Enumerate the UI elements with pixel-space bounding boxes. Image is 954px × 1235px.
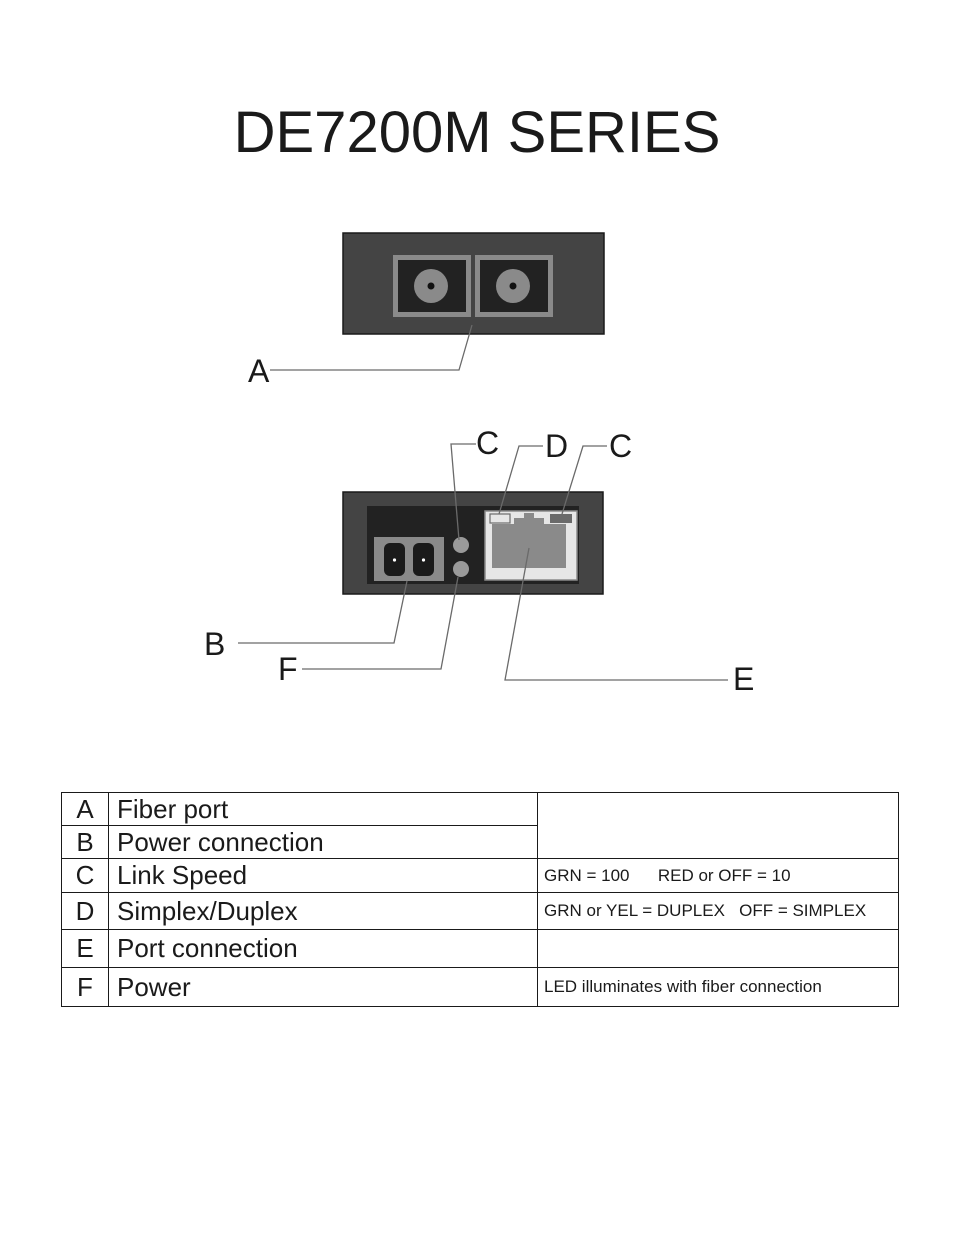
rj45-socket-tab [524, 513, 534, 519]
legend-desc: LED illuminates with fiber connection [538, 968, 899, 1007]
legend-label: Simplex/Duplex [109, 893, 538, 930]
page-title: DE7200M SERIES [233, 100, 721, 165]
power-pin-left-dot [393, 558, 396, 561]
power-led [453, 561, 469, 577]
legend-label: Power connection [109, 826, 538, 859]
fiber-port-left-core [428, 283, 435, 290]
fiber-port-right-core [510, 283, 517, 290]
callout-a: A [248, 353, 270, 389]
front-panel [343, 233, 604, 334]
front-panel-body [343, 233, 604, 334]
legend-row-f [62, 968, 899, 1007]
legend-row-a [62, 793, 899, 826]
legend-label: Port connection [109, 930, 538, 968]
legend-key: A [62, 793, 109, 826]
legend-label: Link Speed [109, 859, 538, 893]
speed-led [550, 514, 572, 523]
legend-key: D [62, 893, 109, 930]
legend-key: B [62, 826, 109, 859]
legend-label: Power [109, 968, 538, 1007]
legend-desc: GRN or YEL = DUPLEX OFF = SIMPLEX [538, 893, 899, 930]
legend-table [61, 792, 899, 1007]
legend-desc: GRN = 100 RED or OFF = 10 [538, 859, 899, 893]
legend-row-e [62, 930, 899, 968]
legend-desc [538, 930, 899, 968]
callout-f: F [278, 651, 298, 687]
legend-label: Fiber port [109, 793, 538, 826]
callout-c-left: C [476, 425, 500, 461]
legend-row-c [62, 859, 899, 893]
duplex-led [490, 514, 510, 523]
legend-key: C [62, 859, 109, 893]
rj45-socket-notch [514, 518, 544, 526]
callout-c-right: C [609, 428, 633, 464]
callout-b: B [204, 626, 226, 662]
legend-row-d [62, 893, 899, 930]
legend-key: E [62, 930, 109, 968]
link-speed-led [453, 537, 469, 553]
callout-e: E [733, 661, 755, 697]
legend-desc [538, 793, 899, 859]
power-pin-right-dot [422, 558, 425, 561]
rj45-socket [492, 524, 566, 568]
callout-d: D [545, 428, 569, 464]
legend-key: F [62, 968, 109, 1007]
